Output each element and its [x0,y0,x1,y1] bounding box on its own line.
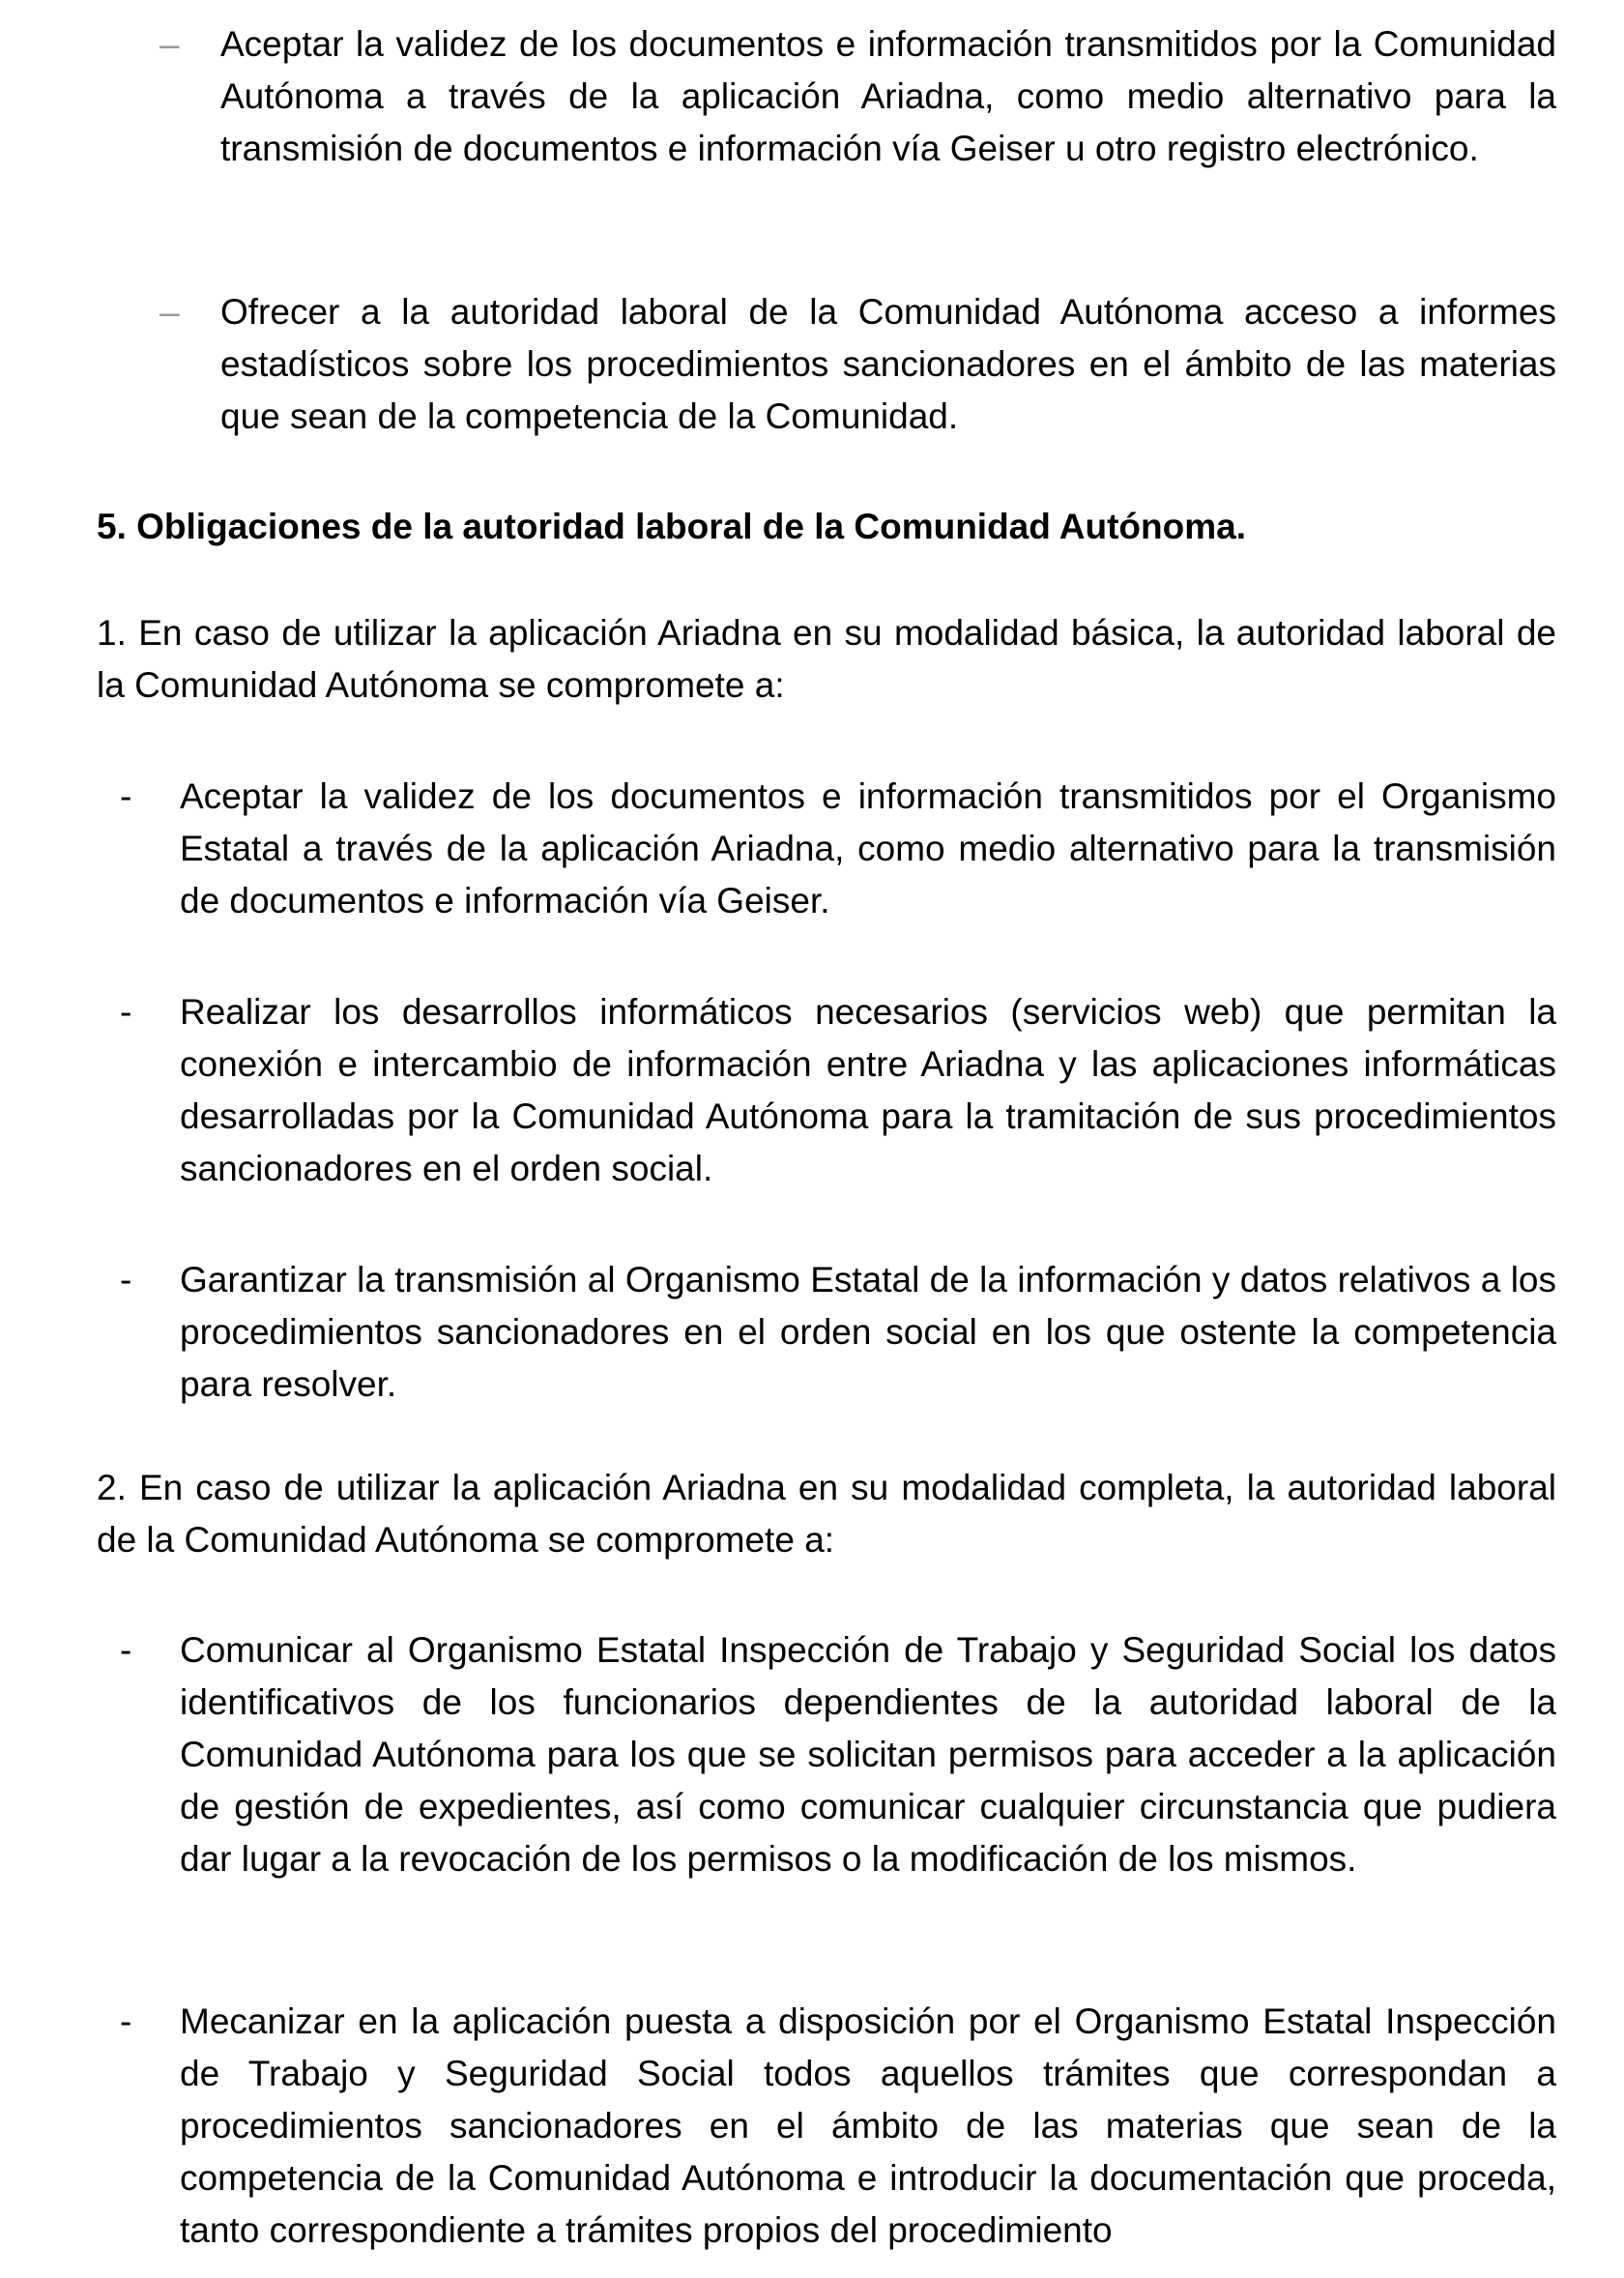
list-bullet: - [120,776,132,816]
list-item-text: Aceptar la validez de los documentos e información transmitidos por el Organismo Estatal a través de la aplicación Ariadna, como medio alternativo para la transmisión de documentos e información vía Geiser. [180,776,1556,920]
list-bullet: - [120,1630,132,1670]
list-item-text: Comunicar al Organismo Estatal Inspección de Trabajo y Seguridad Social los datos identificativos de los funcionarios dependientes de la autoridad laboral de la Comunidad Autónoma para los que se solicitan permisos para acceder a la aplicación de gestión de expedientes, así como comunicar cualquier circunstancia que pudiera dar lugar a la revocación de los permisos o la modificación de los mismos. [180,1630,1556,1879]
list-bullet: - [120,992,132,1032]
list-bullet: – [160,292,180,332]
list-item-text: Garantizar la transmisión al Organismo Estatal de la información y datos relativos a los procedimientos sancionadores en el orden social en los que ostente la competencia para resolver. [180,1260,1556,1404]
list-item-text: Aceptar la validez de los documentos e información transmitidos por la Comunidad Autónoma a través de la aplicación Ariadna, como medio alternativo para la transmisión de documentos e información vía Geiser u otro registro electrónico. [220,24,1556,168]
list-bullet: - [120,2001,132,2041]
list-item-text: Mecanizar en la aplicación puesta a disposición por el Organismo Estatal Inspección de Trabajo y Seguridad Social todos aquellos trámites que correspondan a procedimientos sancionadores en el ámbito de las materias que sean de la competencia de la Comunidad Autónoma e introducir la documentación que proceda, tanto correspondiente a trámites propios del procedimiento [180,2001,1556,2250]
list-bullet: – [160,24,180,64]
paragraph: 1. En caso de utilizar la aplicación Ariadna en su modalidad básica, la autoridad laboral de la Comunidad Autónoma se compromete a: [97,613,1556,705]
section-heading: 5. Obligaciones de la autoridad laboral de la Comunidad Autónoma. [97,507,1246,546]
list-item-text: Realizar los desarrollos informáticos necesarios (servicios web) que permitan la conexión e intercambio de información entre Ariadna y las aplicaciones informáticas desarrolladas por la Comunidad Autónoma para la tramitación de sus procedimientos sancionadores en el orden social. [180,992,1556,1188]
paragraph: 2. En caso de utilizar la aplicación Ariadna en su modalidad completa, la autoridad laboral de la Comunidad Autónoma se compromete a: [97,1468,1556,1560]
list-bullet: - [120,1260,132,1300]
list-item-text: Ofrecer a la autoridad laboral de la Comunidad Autónoma acceso a informes estadísticos sobre los procedimientos sancionadores en el ámbito de las materias que sean de la competencia de la Comunidad. [220,292,1556,436]
